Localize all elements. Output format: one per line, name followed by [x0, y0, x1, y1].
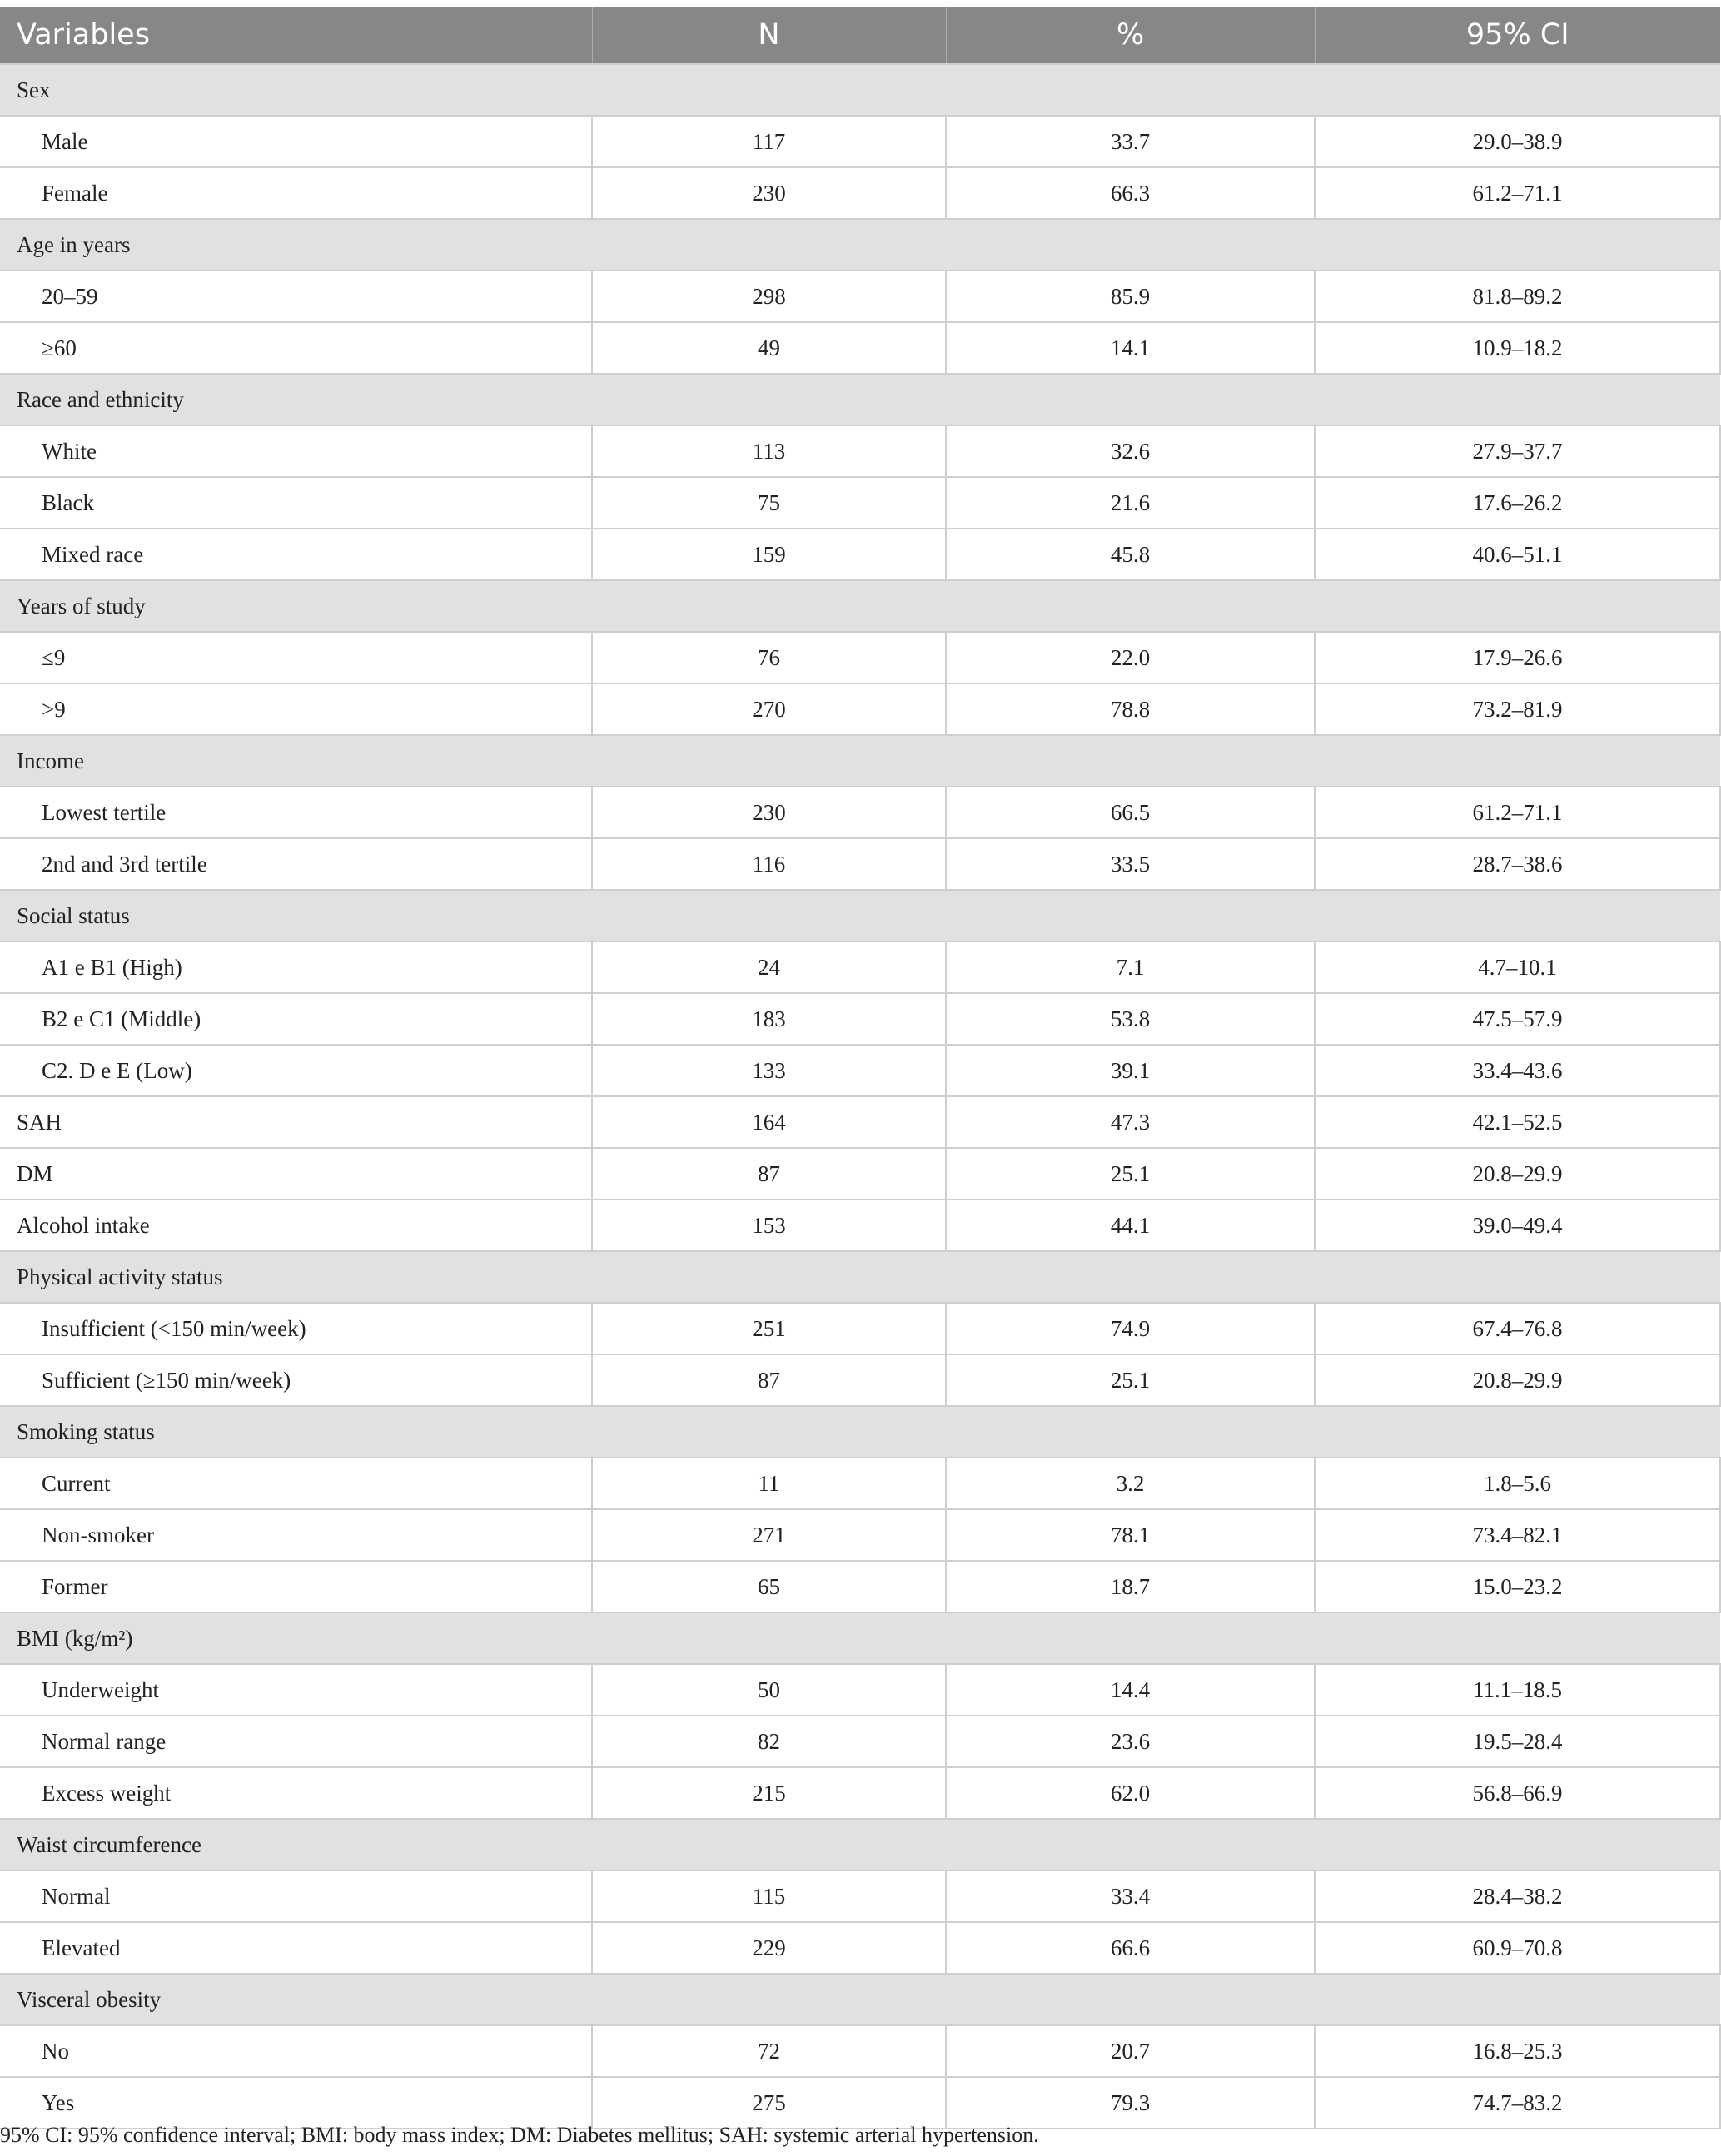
group-header-row — [0, 219, 1720, 271]
table-row — [0, 632, 1720, 683]
variable-cell: 2nd and 3rd tertile — [0, 838, 592, 890]
variable-cell: Former — [0, 1561, 592, 1612]
percent-cell: 33.7 — [946, 116, 1315, 167]
ci-cell: 29.0–38.9 — [1315, 116, 1720, 167]
group-header-row — [0, 1612, 1720, 1664]
percent-cell: 21.6 — [946, 477, 1315, 529]
variable-cell: Yes — [0, 2077, 592, 2129]
percent-cell: 3.2 — [946, 1458, 1315, 1509]
table-row — [0, 529, 1720, 580]
ci-cell: 81.8–89.2 — [1315, 271, 1720, 322]
ci-cell: 67.4–76.8 — [1315, 1303, 1720, 1354]
ci-cell: 61.2–71.1 — [1315, 167, 1720, 219]
ci-cell: 42.1–52.5 — [1315, 1096, 1720, 1148]
percent-cell: 85.9 — [946, 271, 1315, 322]
n-cell: 270 — [592, 683, 946, 735]
ci-cell: 16.8–25.3 — [1315, 2025, 1720, 2077]
percent-cell: 18.7 — [946, 1561, 1315, 1612]
ci-cell: 28.7–38.6 — [1315, 838, 1720, 890]
n-cell: 271 — [592, 1509, 946, 1561]
variable-cell: Alcohol intake — [0, 1200, 592, 1251]
ci-cell: 73.2–81.9 — [1315, 683, 1720, 735]
group-label: Physical activity status — [0, 1251, 1720, 1303]
ci-cell: 20.8–29.9 — [1315, 1354, 1720, 1406]
ci-cell: 15.0–23.2 — [1315, 1561, 1720, 1612]
ci-cell: 19.5–28.4 — [1315, 1716, 1720, 1767]
n-cell: 75 — [592, 477, 946, 529]
ci-cell: 40.6–51.1 — [1315, 529, 1720, 580]
percent-cell: 7.1 — [946, 941, 1315, 993]
variable-cell: C2. D e E (Low) — [0, 1045, 592, 1096]
variable-cell: A1 e B1 (High) — [0, 941, 592, 993]
percent-cell: 79.3 — [946, 2077, 1315, 2129]
table-row — [0, 1716, 1720, 1767]
variable-cell: No — [0, 2025, 592, 2077]
table-row — [0, 1767, 1720, 1819]
table-row — [0, 1870, 1720, 1922]
ci-cell: 28.4–38.2 — [1315, 1870, 1720, 1922]
variable-cell: >9 — [0, 683, 592, 735]
variable-cell: Sufficient (≥150 min/week) — [0, 1354, 592, 1406]
table-body — [0, 64, 1720, 2129]
table-row — [0, 116, 1720, 167]
variable-cell: Excess weight — [0, 1767, 592, 1819]
ci-cell: 61.2–71.1 — [1315, 787, 1720, 838]
table-row — [0, 1200, 1720, 1251]
ci-cell: 39.0–49.4 — [1315, 1200, 1720, 1251]
n-cell: 230 — [592, 167, 946, 219]
n-cell: 298 — [592, 271, 946, 322]
variable-cell: Elevated — [0, 1922, 592, 1974]
table-row — [0, 477, 1720, 529]
group-label: Waist circumference — [0, 1819, 1720, 1870]
table-header — [0, 7, 1720, 64]
variable-cell: SAH — [0, 1096, 592, 1148]
percent-cell: 53.8 — [946, 993, 1315, 1045]
n-cell: 275 — [592, 2077, 946, 2129]
n-cell: 116 — [592, 838, 946, 890]
variable-cell: ≥60 — [0, 322, 592, 374]
percent-cell: 44.1 — [946, 1200, 1315, 1251]
table-row — [0, 167, 1720, 219]
n-cell: 113 — [592, 425, 946, 477]
ci-cell: 33.4–43.6 — [1315, 1045, 1720, 1096]
group-header-row — [0, 1974, 1720, 2025]
ci-cell: 56.8–66.9 — [1315, 1767, 1720, 1819]
ci-cell: 10.9–18.2 — [1315, 322, 1720, 374]
ci-cell: 27.9–37.7 — [1315, 425, 1720, 477]
group-label: Years of study — [0, 580, 1720, 632]
table-row — [0, 993, 1720, 1045]
table-row — [0, 1509, 1720, 1561]
variable-cell: Male — [0, 116, 592, 167]
table-row — [0, 941, 1720, 993]
percent-cell: 23.6 — [946, 1716, 1315, 1767]
group-label: Age in years — [0, 219, 1720, 271]
group-header-row — [0, 64, 1720, 116]
variable-cell: DM — [0, 1148, 592, 1200]
variable-cell: Mixed race — [0, 529, 592, 580]
n-cell: 11 — [592, 1458, 946, 1509]
group-label: Sex — [0, 64, 1720, 116]
table-row — [0, 1458, 1720, 1509]
variable-cell: Non-smoker — [0, 1509, 592, 1561]
n-cell: 87 — [592, 1148, 946, 1200]
ci-cell: 20.8–29.9 — [1315, 1148, 1720, 1200]
group-label: Smoking status — [0, 1406, 1720, 1458]
percent-cell: 22.0 — [946, 632, 1315, 683]
percent-cell: 32.6 — [946, 425, 1315, 477]
n-cell: 76 — [592, 632, 946, 683]
ci-cell: 74.7–83.2 — [1315, 2077, 1720, 2129]
table-container — [0, 7, 1720, 2129]
percent-cell: 39.1 — [946, 1045, 1315, 1096]
ci-cell: 17.9–26.6 — [1315, 632, 1720, 683]
n-cell: 115 — [592, 1870, 946, 1922]
n-cell: 65 — [592, 1561, 946, 1612]
table-row — [0, 1096, 1720, 1148]
variable-cell: Normal — [0, 1870, 592, 1922]
group-header-row — [0, 1406, 1720, 1458]
variable-cell: Insufficient (<150 min/week) — [0, 1303, 592, 1354]
column-header-variables: Variables — [0, 7, 592, 64]
percent-cell: 20.7 — [946, 2025, 1315, 2077]
variable-cell: 20–59 — [0, 271, 592, 322]
group-header-row — [0, 1819, 1720, 1870]
characteristics-table — [0, 7, 1721, 2129]
percent-cell: 78.8 — [946, 683, 1315, 735]
table-row — [0, 1664, 1720, 1716]
group-label: Visceral obesity — [0, 1974, 1720, 2025]
percent-cell: 66.5 — [946, 787, 1315, 838]
group-header-row — [0, 374, 1720, 425]
percent-cell: 74.9 — [946, 1303, 1315, 1354]
group-header-row — [0, 735, 1720, 787]
table-row — [0, 683, 1720, 735]
ci-cell: 73.4–82.1 — [1315, 1509, 1720, 1561]
table-row — [0, 425, 1720, 477]
percent-cell: 78.1 — [946, 1509, 1315, 1561]
variable-cell: ≤9 — [0, 632, 592, 683]
variable-cell: Underweight — [0, 1664, 592, 1716]
group-label: Social status — [0, 890, 1720, 941]
table-row — [0, 2077, 1720, 2129]
table-row — [0, 1045, 1720, 1096]
n-cell: 133 — [592, 1045, 946, 1096]
percent-cell: 14.1 — [946, 322, 1315, 374]
n-cell: 159 — [592, 529, 946, 580]
table-row — [0, 2025, 1720, 2077]
percent-cell: 66.3 — [946, 167, 1315, 219]
n-cell: 72 — [592, 2025, 946, 2077]
n-cell: 229 — [592, 1922, 946, 1974]
n-cell: 87 — [592, 1354, 946, 1406]
variable-cell: Black — [0, 477, 592, 529]
n-cell: 50 — [592, 1664, 946, 1716]
ci-cell: 47.5–57.9 — [1315, 993, 1720, 1045]
percent-cell: 33.5 — [946, 838, 1315, 890]
n-cell: 164 — [592, 1096, 946, 1148]
table-row — [0, 322, 1720, 374]
table-row — [0, 1303, 1720, 1354]
header-row — [0, 7, 1720, 64]
n-cell: 215 — [592, 1767, 946, 1819]
n-cell: 24 — [592, 941, 946, 993]
variable-cell: Current — [0, 1458, 592, 1509]
ci-cell: 1.8–5.6 — [1315, 1458, 1720, 1509]
n-cell: 82 — [592, 1716, 946, 1767]
table-footnote: 95% CI: 95% confidence interval; BMI: body mass index; DM: Diabetes mellitus; SAH: systemic arterial hypertension. — [0, 2123, 1039, 2147]
table-row — [0, 271, 1720, 322]
group-label: Income — [0, 735, 1720, 787]
n-cell: 153 — [592, 1200, 946, 1251]
variable-cell: Normal range — [0, 1716, 592, 1767]
column-header-ci: 95% CI — [1315, 7, 1720, 64]
table-row — [0, 1148, 1720, 1200]
n-cell: 251 — [592, 1303, 946, 1354]
table-row — [0, 787, 1720, 838]
table-row — [0, 1354, 1720, 1406]
percent-cell: 66.6 — [946, 1922, 1315, 1974]
ci-cell: 11.1–18.5 — [1315, 1664, 1720, 1716]
ci-cell: 60.9–70.8 — [1315, 1922, 1720, 1974]
n-cell: 49 — [592, 322, 946, 374]
percent-cell: 45.8 — [946, 529, 1315, 580]
variable-cell: Lowest tertile — [0, 787, 592, 838]
group-label: BMI (kg/m²) — [0, 1612, 1720, 1664]
table-row — [0, 838, 1720, 890]
n-cell: 183 — [592, 993, 946, 1045]
ci-cell: 4.7–10.1 — [1315, 941, 1720, 993]
group-header-row — [0, 890, 1720, 941]
table-row — [0, 1561, 1720, 1612]
ci-cell: 17.6–26.2 — [1315, 477, 1720, 529]
percent-cell: 62.0 — [946, 1767, 1315, 1819]
variable-cell: B2 e C1 (Middle) — [0, 993, 592, 1045]
n-cell: 230 — [592, 787, 946, 838]
column-header-percent: % — [946, 7, 1315, 64]
percent-cell: 47.3 — [946, 1096, 1315, 1148]
percent-cell: 14.4 — [946, 1664, 1315, 1716]
table-row — [0, 1922, 1720, 1974]
variable-cell: Female — [0, 167, 592, 219]
group-label: Race and ethnicity — [0, 374, 1720, 425]
percent-cell: 25.1 — [946, 1148, 1315, 1200]
group-header-row — [0, 1251, 1720, 1303]
percent-cell: 25.1 — [946, 1354, 1315, 1406]
group-header-row — [0, 580, 1720, 632]
column-header-n: N — [592, 7, 946, 64]
n-cell: 117 — [592, 116, 946, 167]
variable-cell: White — [0, 425, 592, 477]
percent-cell: 33.4 — [946, 1870, 1315, 1922]
